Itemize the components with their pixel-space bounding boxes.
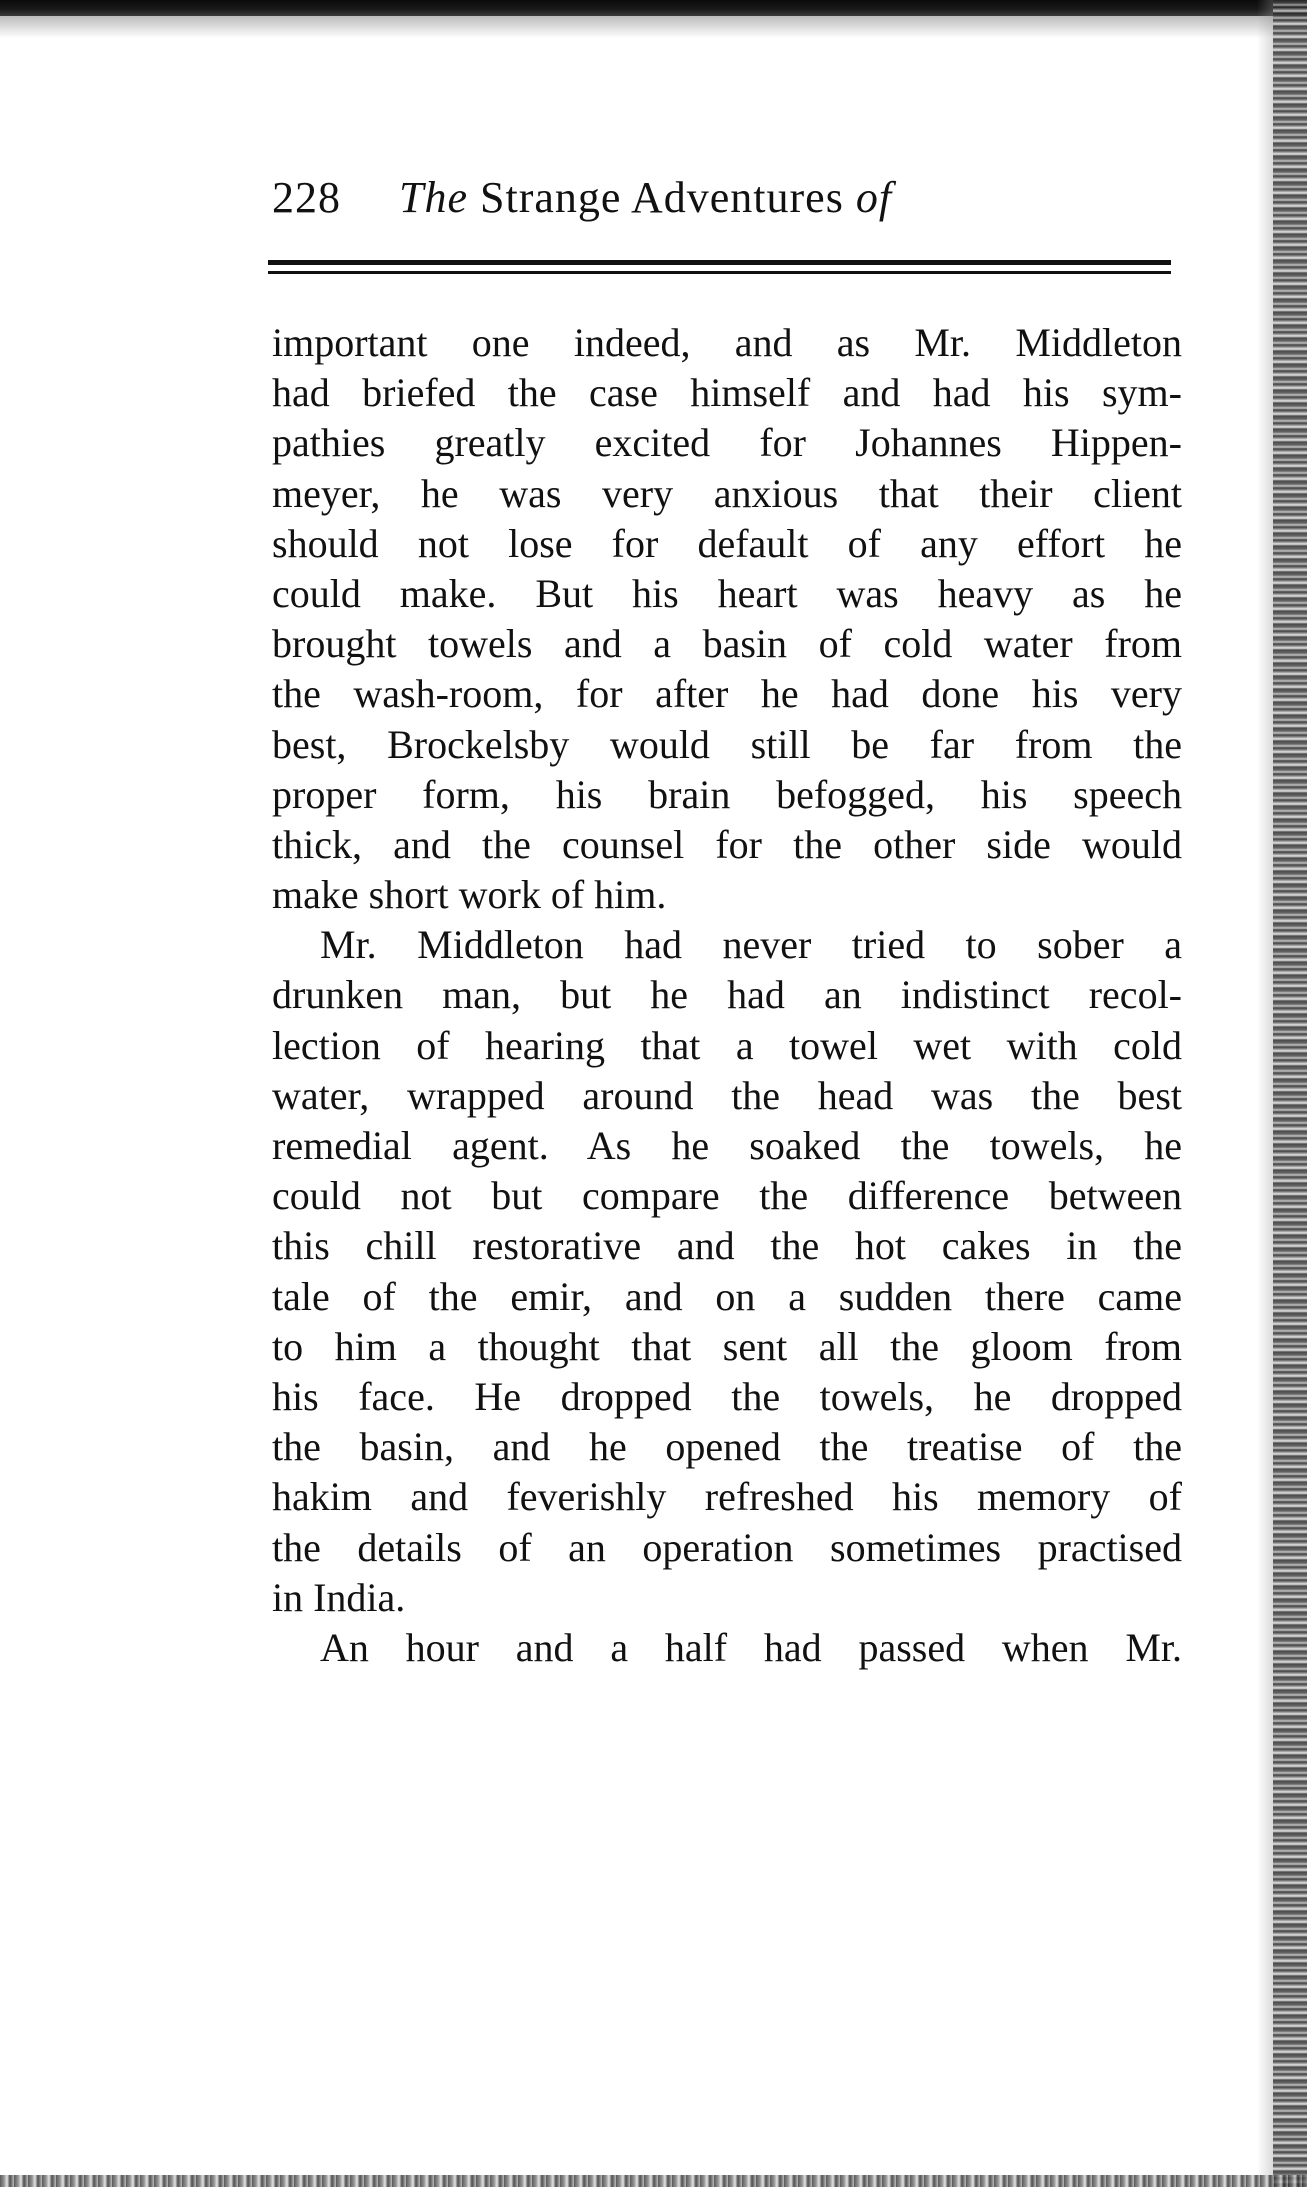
header-title-the: The: [399, 173, 468, 222]
text-line: his face. He dropped the towels, he dropped: [272, 1373, 1182, 1419]
text-line: important one indeed, and as Mr. Middleton: [272, 320, 1182, 365]
text-line: meyer, he was very anxious that their client: [272, 470, 1182, 516]
text-line: make short work of him.: [272, 872, 667, 918]
header-title: [399, 173, 892, 222]
running-header: [272, 172, 1172, 232]
text-line: in India.: [272, 1574, 406, 1620]
text-line: Mr. Middleton had never tried to sober a: [320, 922, 1182, 968]
header-rule-thin: [268, 271, 1171, 274]
scan-top-edge: [0, 0, 1307, 16]
text-line: had briefed the case himself and had his sym-: [272, 370, 1182, 416]
text-line: to him a thought that sent all the gloom from: [272, 1323, 1182, 1369]
text-line: pathies greatly excited for Johannes Hippen-: [272, 420, 1182, 466]
text-line: the basin, and he opened the treatise of the: [272, 1424, 1182, 1470]
scan-top-shadow: [0, 16, 1307, 38]
text-line: this chill restorative and the hot cakes in the: [272, 1223, 1182, 1269]
text-line: should not lose for default of any effort he: [272, 520, 1182, 566]
text-line: drunken man, but he had an indistinct recol-: [272, 972, 1182, 1018]
text-line: the details of an operation sometimes practised: [272, 1524, 1182, 1570]
text-line: proper form, his brain befogged, his speech: [272, 771, 1182, 817]
text-line: thick, and the counsel for the other side would: [272, 821, 1182, 867]
text-line: hakim and feverishly refreshed his memory of: [272, 1474, 1182, 1520]
header-title-of: of: [855, 173, 893, 222]
scan-right-shadow: [1257, 0, 1273, 2187]
text-line: brought towels and a basin of cold water from: [272, 621, 1182, 667]
text-line: could not but compare the difference between: [272, 1173, 1182, 1219]
scan-right-edge: [1273, 0, 1307, 2187]
body-text: [272, 318, 1182, 1673]
scan-bottom-edge: [0, 2175, 1307, 2187]
text-line: the wash-room, for after he had done his very: [272, 671, 1182, 717]
text-line: An hour and a half had passed when Mr.: [320, 1624, 1182, 1670]
text-line: lection of hearing that a towel wet with cold: [272, 1022, 1182, 1068]
text-line: remedial agent. As he soaked the towels, he: [272, 1123, 1182, 1168]
text-line: water, wrapped around the head was the best: [272, 1072, 1182, 1118]
text-line: best, Brockelsby would still be far from the: [272, 721, 1182, 767]
header-rule-thick: [268, 260, 1171, 265]
page-number: 228: [272, 173, 341, 222]
header-title-middle: Strange Adventures: [480, 173, 844, 222]
text-line: tale of the emir, and on a sudden there came: [272, 1273, 1182, 1319]
text-line: could make. But his heart was heavy as he: [272, 570, 1182, 616]
